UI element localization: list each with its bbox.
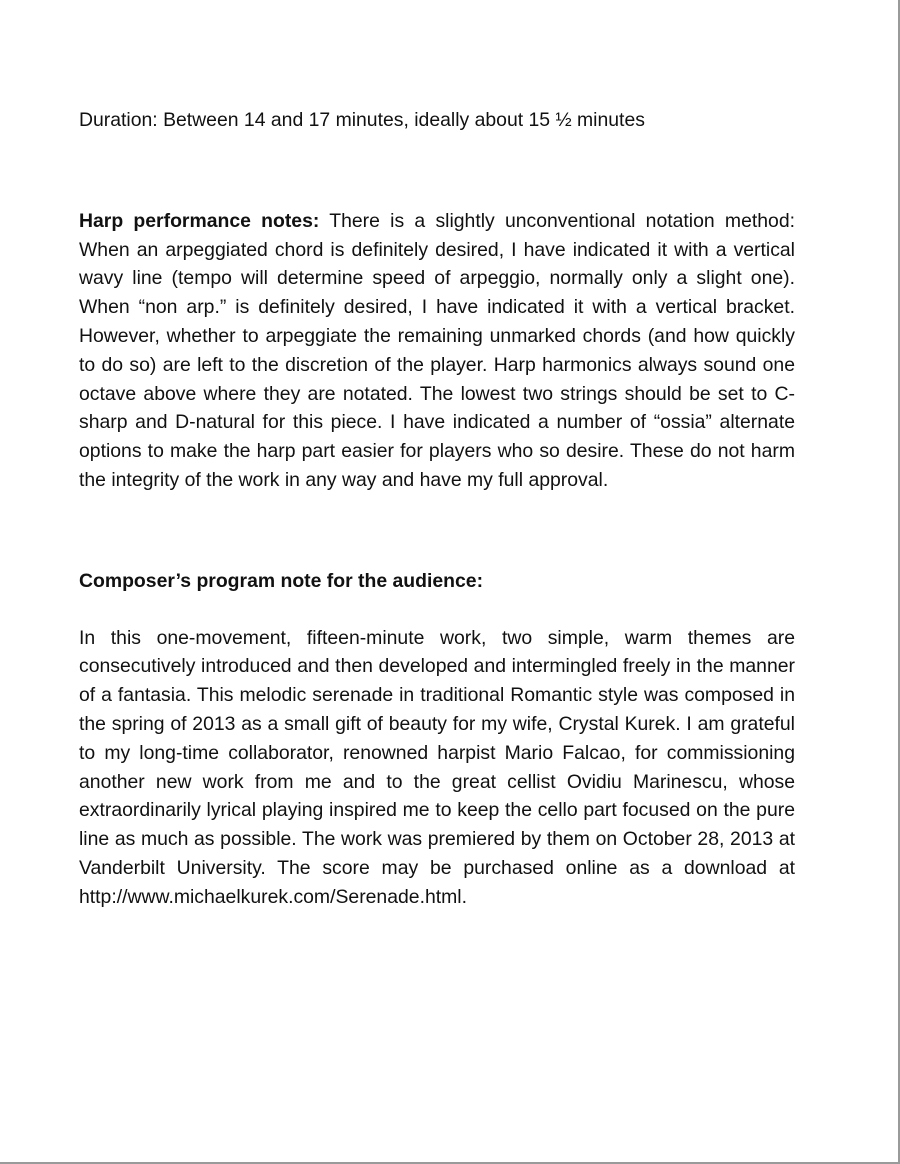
harp-performance-notes (79, 207, 795, 495)
harp-notes-label: Harp performance notes: (79, 209, 320, 232)
program-note-heading: Composer’s program note for the audience: (79, 569, 484, 592)
page-content (79, 106, 795, 912)
duration-line: Duration: Between 14 and 17 minutes, ideally about 15 ½ minutes (79, 109, 645, 131)
program-note-text: In this one-movement, fifteen-minute work, two simple, warm themes are consecutively introduced and then developed and intermingled freely in the manner of a fantasia. This melodic serenade in traditional Romantic style was composed in the spring of 2013 as a small gift of beauty for my wife, Crystal Kurek. I am grateful to my long-time collaborator, renowned harpist Mario Falcao, for commissioning another new work from me and to the great cellist Ovidiu Marinescu, whose extraordinarily lyrical playing inspired me to keep the cello part focused on the pure line as much as possible. The work was premiered by them on October 28, 2013 at Vanderbilt University. The score may be purchased online as a download at http://www.michaelkurek.com/Serenade.html. (79, 626, 795, 908)
harp-notes-text: There is a slightly unconventional notation method: When an arpeggiated chord is definitely desired, I have indicated it with a vertical wavy line (tempo will determine speed of arpeggio, normally only a slight one). When “non arp.” is definitely desired, I have indicated it with a vertical bracket. However, whether to arpeggiate the remaining unmarked chords (and how quickly to do so) are left to the discretion of the player. Harp harmonics always sound one octave above where they are notated. The lowest two strings should be set to C-sharp and D-natural for this piece. I have indicated a number of “ossia” alternate options to make the harp part easier for players who so desire. These do not harm the integrity of the work in any way and have my full approval. (79, 209, 795, 491)
